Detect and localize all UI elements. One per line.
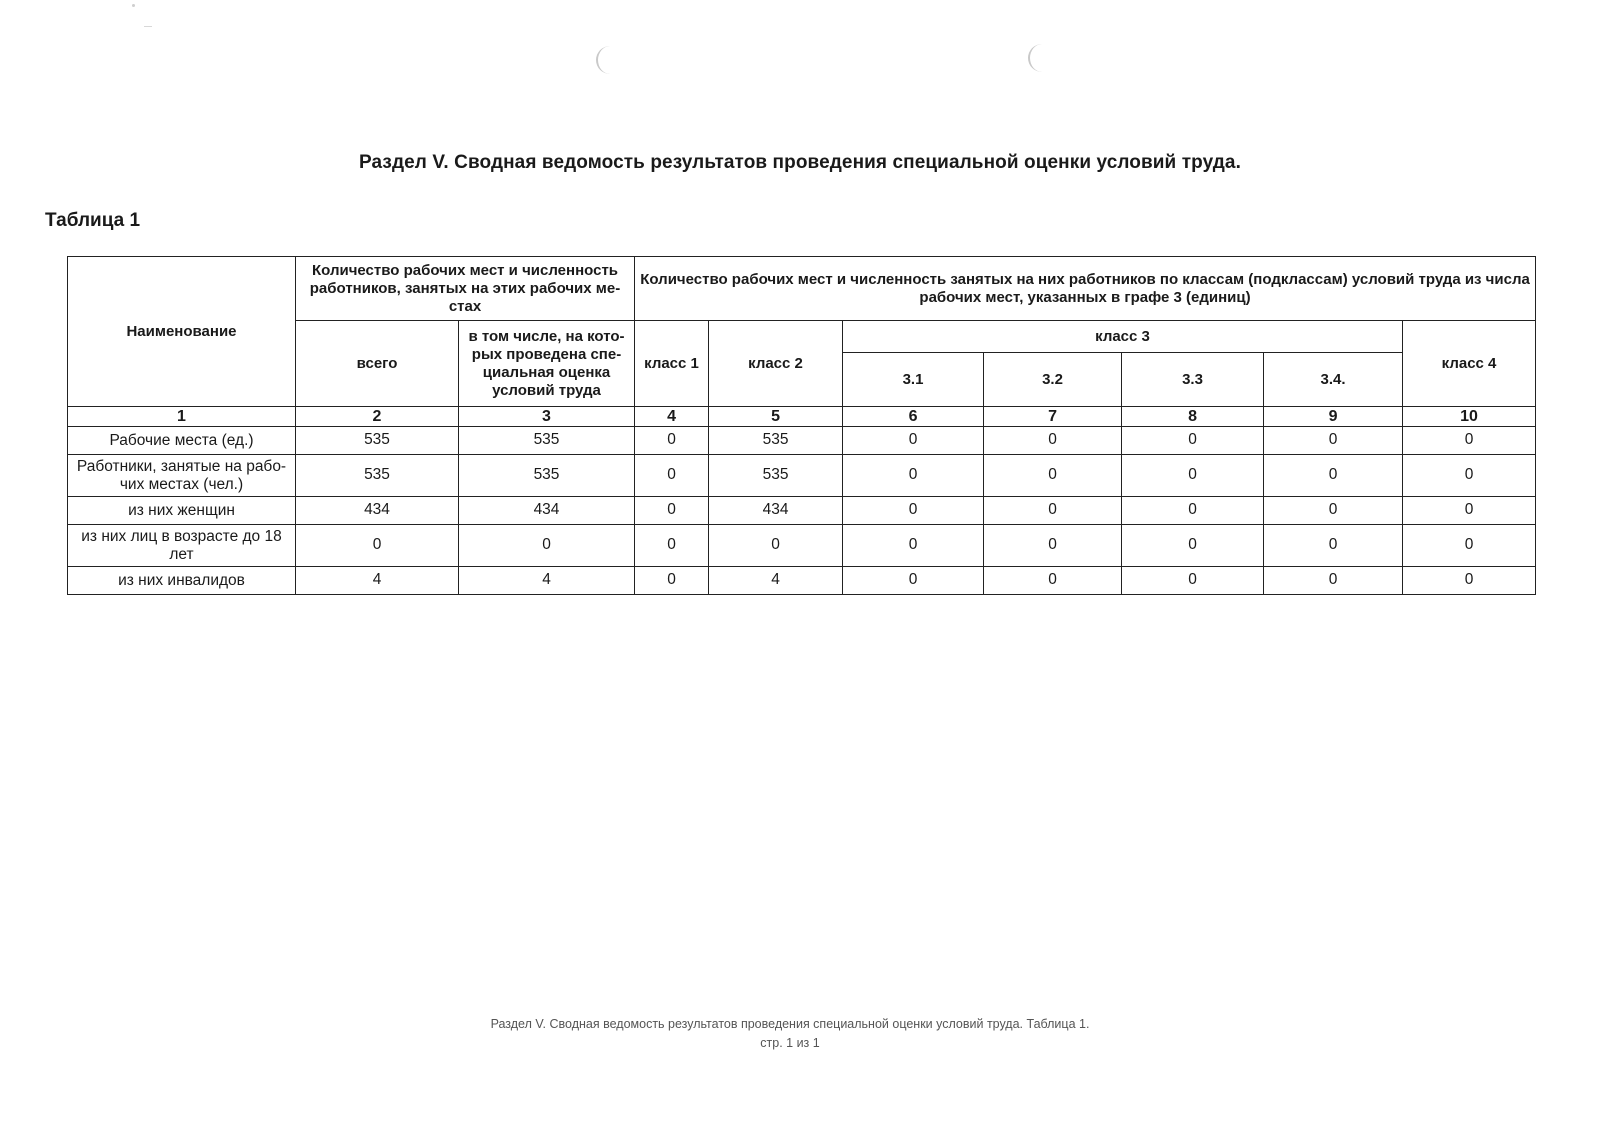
table-row bbox=[68, 525, 1536, 567]
header-group-workplaces: Количество рабочих мест и численность работников, занятых на этих рабочих ме-стах bbox=[296, 257, 635, 321]
table-cell: 0 bbox=[1403, 427, 1536, 455]
table-cell: 0 bbox=[843, 427, 984, 455]
scan-artifact bbox=[144, 26, 152, 27]
footer-page-number: стр. 1 из 1 bbox=[760, 1035, 820, 1050]
table-cell: 0 bbox=[635, 567, 709, 595]
table-cell: 0 bbox=[1403, 455, 1536, 497]
table-cell: 0 bbox=[984, 567, 1122, 595]
table-cell: 434 bbox=[709, 497, 843, 525]
column-number: 7 bbox=[984, 407, 1122, 427]
table-cell: 434 bbox=[459, 497, 635, 525]
header-class3: класс 3 bbox=[843, 321, 1403, 353]
table-cell: 434 bbox=[296, 497, 459, 525]
table-cell: 0 bbox=[1403, 567, 1536, 595]
header-subclass-3-2: 3.2 bbox=[984, 353, 1122, 407]
table-cell: 0 bbox=[1264, 455, 1403, 497]
row-label: из них женщин bbox=[68, 497, 296, 525]
row-label: Работники, занятые на рабо-чих местах (чел.) bbox=[68, 455, 296, 497]
table-cell: 0 bbox=[1122, 427, 1264, 455]
table-cell: 0 bbox=[843, 567, 984, 595]
table-row bbox=[68, 567, 1536, 595]
table-cell: 0 bbox=[984, 497, 1122, 525]
table-cell: 535 bbox=[709, 455, 843, 497]
table-cell: 0 bbox=[296, 525, 459, 567]
column-number: 4 bbox=[635, 407, 709, 427]
summary-table bbox=[67, 256, 1536, 595]
header-group-classes: Количество рабочих мест и численность занятых на них работников по классам (подклассам) условий труда из числа рабочих мест, указанных в графе 3 (единиц) bbox=[635, 257, 1536, 321]
header-class2: класс 2 bbox=[709, 321, 843, 407]
table-cell: 0 bbox=[984, 525, 1122, 567]
header-subclass-3-4: 3.4. bbox=[1264, 353, 1403, 407]
header-name: Наименование bbox=[68, 257, 296, 407]
table-cell: 0 bbox=[843, 497, 984, 525]
column-number: 8 bbox=[1122, 407, 1264, 427]
column-number: 5 bbox=[709, 407, 843, 427]
header-class1: класс 1 bbox=[635, 321, 709, 407]
section-title: Раздел V. Сводная ведомость результатов проведения специальной оценки условий труда. bbox=[359, 152, 1241, 173]
table-cell: 535 bbox=[296, 427, 459, 455]
table-cell: 0 bbox=[1122, 455, 1264, 497]
table-cell: 535 bbox=[296, 455, 459, 497]
table-cell: 0 bbox=[1122, 497, 1264, 525]
table-cell: 4 bbox=[459, 567, 635, 595]
header-assessed: в том числе, на кото-рых проведена спе-циальная оценка условий труда bbox=[459, 321, 635, 407]
footer-document-title: Раздел V. Сводная ведомость результатов проведения специальной оценки условий труда. Таблица 1. bbox=[490, 1017, 1090, 1031]
table-cell: 535 bbox=[709, 427, 843, 455]
scan-artifact bbox=[132, 4, 135, 7]
table-cell: 0 bbox=[843, 455, 984, 497]
table-cell: 0 bbox=[843, 525, 984, 567]
header-total: всего bbox=[296, 321, 459, 407]
table-cell: 0 bbox=[1403, 497, 1536, 525]
row-label: из них инвалидов bbox=[68, 567, 296, 595]
column-number: 3 bbox=[459, 407, 635, 427]
table-cell: 0 bbox=[1264, 525, 1403, 567]
column-number: 9 bbox=[1264, 407, 1403, 427]
table-cell: 0 bbox=[459, 525, 635, 567]
table-cell: 0 bbox=[984, 455, 1122, 497]
column-number: 6 bbox=[843, 407, 984, 427]
table-cell: 4 bbox=[709, 567, 843, 595]
hole-punch-mark bbox=[596, 46, 614, 74]
row-label: Рабочие места (ед.) bbox=[68, 427, 296, 455]
table-row bbox=[68, 455, 1536, 497]
table-cell: 0 bbox=[1122, 567, 1264, 595]
column-number: 2 bbox=[296, 407, 459, 427]
table-cell: 0 bbox=[1264, 497, 1403, 525]
table-caption: Таблица 1 bbox=[45, 210, 141, 231]
table-cell: 0 bbox=[635, 455, 709, 497]
table-row bbox=[68, 497, 1536, 525]
table-cell: 535 bbox=[459, 427, 635, 455]
table-row bbox=[68, 427, 1536, 455]
table-cell: 0 bbox=[1264, 567, 1403, 595]
row-label: из них лиц в возрасте до 18 лет bbox=[68, 525, 296, 567]
table-cell: 0 bbox=[1403, 525, 1536, 567]
table-cell: 4 bbox=[296, 567, 459, 595]
page-footer bbox=[400, 1015, 1180, 1053]
table-cell: 0 bbox=[1264, 427, 1403, 455]
header-class4: класс 4 bbox=[1403, 321, 1536, 407]
table-cell: 0 bbox=[984, 427, 1122, 455]
table-cell: 0 bbox=[709, 525, 843, 567]
header-subclass-3-1: 3.1 bbox=[843, 353, 984, 407]
column-number: 10 bbox=[1403, 407, 1536, 427]
table-cell: 0 bbox=[1122, 525, 1264, 567]
table-cell: 0 bbox=[635, 525, 709, 567]
table-cell: 0 bbox=[635, 497, 709, 525]
table-cell: 0 bbox=[635, 427, 709, 455]
hole-punch-mark bbox=[1028, 44, 1046, 72]
table-cell: 535 bbox=[459, 455, 635, 497]
column-number: 1 bbox=[68, 407, 296, 427]
header-subclass-3-3: 3.3 bbox=[1122, 353, 1264, 407]
